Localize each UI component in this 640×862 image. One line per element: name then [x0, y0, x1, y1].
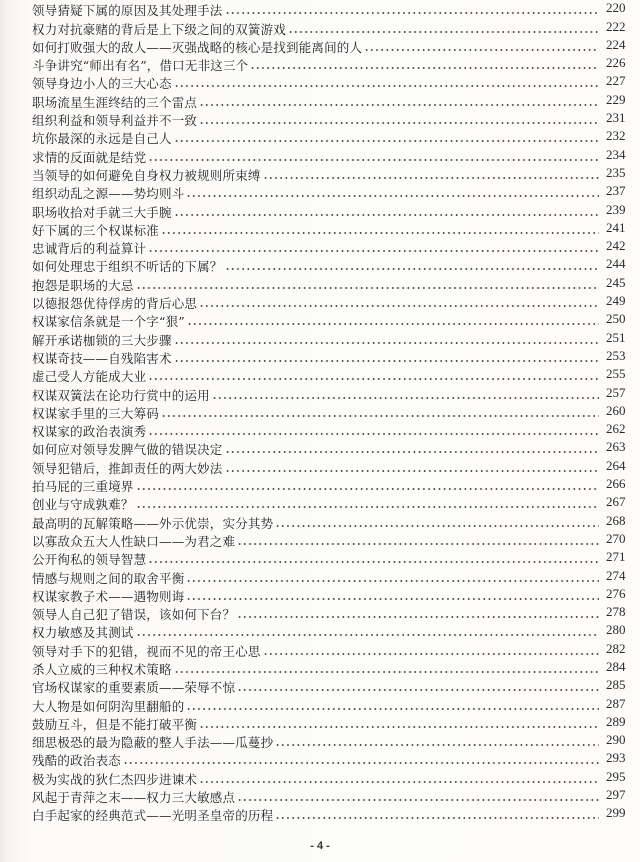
toc-entry-title: 权谋双簧法在论功行赏中的运用 — [32, 387, 210, 403]
dot-leader — [263, 646, 599, 656]
toc-entry-title: 白手起家的经典范式——光明圣皇帝的历程 — [32, 808, 274, 824]
toc-entry-title: 虚己受人方能成大业 — [32, 369, 147, 385]
toc-entry[interactable] — [32, 421, 632, 439]
toc-entry-title: 求情的反面就是结党 — [32, 149, 147, 165]
toc-entry[interactable] — [32, 732, 632, 750]
toc-entry-page-number: 253 — [606, 347, 626, 363]
toc-entry[interactable] — [32, 531, 632, 549]
dot-leader — [237, 792, 599, 802]
toc-entry[interactable] — [32, 549, 632, 567]
dot-leader — [199, 115, 599, 125]
dot-leader — [148, 152, 599, 162]
toc-entry-title: 权力对抗豪赌的背后是上下级之间的双簧游戏 — [32, 21, 287, 37]
toc-entry[interactable] — [32, 695, 632, 713]
toc-entry-title: 职场收拾对手就三大手腕 — [32, 204, 172, 220]
dot-leader — [225, 463, 599, 473]
dot-leader — [225, 5, 599, 15]
toc-entry-page-number: 282 — [606, 640, 626, 656]
toc-entry-page-number: 271 — [606, 549, 626, 565]
toc-entry-title: 鼓励互斗，但是不能打破平衡 — [32, 716, 198, 732]
toc-entry-page-number: 289 — [606, 713, 626, 729]
toc-entry-page-number: 293 — [606, 750, 626, 766]
toc-entry-page-number: 245 — [606, 274, 626, 290]
toc-entry-page-number: 267 — [606, 494, 626, 510]
toc-entry-title: 拍马屁的三重境界 — [32, 479, 134, 495]
dot-leader — [148, 554, 599, 564]
dot-leader — [364, 42, 599, 52]
toc-entry-title: 如何打败强大的敌人——灭强战略的核心是找到能离间的人 — [32, 39, 363, 55]
toc-entry-page-number: 242 — [606, 238, 626, 254]
toc-entry[interactable] — [32, 329, 632, 347]
toc-entry-page-number: 232 — [606, 128, 626, 144]
toc-entry-title: 权谋家手里的三大筹码 — [32, 405, 160, 421]
dot-leader — [187, 316, 599, 326]
toc-entry[interactable] — [32, 750, 632, 768]
toc-entry-title: 细思极恐的最为隐蔽的整人手法——瓜蔓抄 — [32, 735, 274, 751]
toc-entry-page-number: 290 — [606, 732, 626, 748]
toc-entry-title: 残酷的政治表态 — [32, 753, 121, 769]
toc-entry-page-number: 295 — [606, 768, 626, 784]
toc-entry-title: 以寡敌众五大人性缺口——为君之难 — [32, 533, 236, 549]
toc-entry-page-number: 241 — [606, 219, 626, 235]
toc-entry-page-number: 255 — [606, 366, 626, 382]
toc-entry-page-number: 250 — [606, 311, 626, 327]
toc-entry[interactable] — [32, 640, 632, 658]
toc-entry-title: 权谋奇技——自残陷害术 — [32, 350, 172, 366]
dot-leader — [199, 719, 599, 729]
toc-entry-title: 最高明的瓦解策略——外示优崇，实分其势 — [32, 515, 274, 531]
dot-leader — [199, 97, 599, 107]
dot-leader — [199, 774, 599, 784]
dot-leader — [225, 261, 599, 271]
dot-leader — [186, 701, 599, 711]
toc-entry-page-number: 239 — [606, 201, 626, 217]
toc-entry-title: 官场权谋家的重要素质——荣辱不惊 — [32, 680, 236, 696]
toc-entry-title: 极为实战的狄仁杰四步进谏术 — [32, 771, 198, 787]
toc-entry[interactable] — [32, 403, 632, 421]
toc-entry-page-number: 249 — [606, 293, 626, 309]
dot-leader — [288, 24, 599, 34]
dot-leader — [174, 133, 599, 143]
toc-entry-title: 领导人自己犯了错误，该如何下台？ — [32, 607, 236, 623]
dot-leader — [212, 390, 599, 400]
toc-entry-page-number: 266 — [606, 476, 626, 492]
toc-entry-page-number: 235 — [606, 164, 626, 180]
page-number: - 4 - — [310, 840, 330, 852]
toc-entry-title: 抱怨是职场的大忌 — [32, 277, 134, 293]
toc-entry-page-number: 270 — [606, 530, 626, 546]
toc-entry-page-number: 257 — [606, 384, 626, 400]
toc-entry-title: 如何处理忠于组织不听话的下属？ — [32, 259, 223, 275]
dot-leader — [174, 207, 599, 217]
toc-entry-page-number: 262 — [606, 421, 626, 437]
toc-entry-page-number: 251 — [606, 329, 626, 345]
toc-entry[interactable] — [32, 348, 632, 366]
toc-entry[interactable] — [32, 91, 632, 109]
dot-leader — [148, 371, 599, 381]
toc-entry[interactable] — [32, 110, 632, 128]
toc-entry[interactable] — [32, 604, 632, 622]
toc-entry-page-number: 280 — [606, 622, 626, 638]
toc-entry-title: 忠诚背后的利益算计 — [32, 241, 147, 257]
dot-leader — [161, 408, 599, 418]
toc-entry-title: 领导身边小人的三大心态 — [32, 76, 172, 92]
dot-leader — [199, 298, 599, 308]
toc-entry-title: 职场流星生涯终结的三个雷点 — [32, 94, 198, 110]
toc-entry-page-number: 268 — [606, 512, 626, 528]
toc-entry-page-number: 284 — [606, 658, 626, 674]
toc-entry-page-number: 227 — [606, 73, 626, 89]
toc-entry[interactable] — [32, 366, 632, 384]
toc-entry-page-number: 278 — [606, 604, 626, 620]
dot-leader — [275, 737, 599, 747]
dot-leader — [275, 810, 599, 820]
toc-entry[interactable] — [32, 274, 632, 292]
dot-leader — [186, 188, 599, 198]
toc-entry-page-number: 276 — [606, 585, 626, 601]
toc-entry-title: 情感与规则之间的取舍平衡 — [32, 570, 185, 586]
toc-entry-title: 权谋家的政治表演秀 — [32, 424, 147, 440]
toc-entry[interactable] — [32, 457, 632, 475]
toc-entry-title: 创业与守成孰难？ — [32, 497, 134, 513]
toc-entry[interactable] — [32, 768, 632, 786]
toc-entry-page-number: 234 — [606, 146, 626, 162]
toc-entry[interactable] — [32, 311, 632, 329]
toc-entry[interactable] — [32, 787, 632, 805]
toc-entry-page-number: 222 — [606, 18, 626, 34]
toc-entry-title: 领导猜疑下属的原因及其处理手法 — [32, 3, 223, 19]
dot-leader — [186, 591, 599, 601]
toc-entry-page-number: 229 — [606, 91, 626, 107]
toc-entry[interactable] — [32, 586, 632, 604]
toc-entry[interactable] — [32, 238, 632, 256]
toc-entry-title: 组织利益和领导利益并不一致 — [32, 113, 198, 129]
toc-entry-page-number: 299 — [606, 805, 626, 821]
toc-entry[interactable] — [32, 37, 632, 55]
toc-entry-title: 公开徇私的领导智慧 — [32, 552, 147, 568]
dot-leader — [237, 609, 599, 619]
toc-entry-page-number: 287 — [606, 695, 626, 711]
toc-entry[interactable] — [32, 220, 632, 238]
toc-entry-page-number: 224 — [606, 36, 626, 52]
dot-leader — [161, 225, 599, 235]
toc-entry[interactable] — [32, 18, 632, 36]
toc-entry-title: 斗争讲究“师出有名”，借口无非这三个 — [32, 58, 249, 74]
toc-entry-page-number: 264 — [606, 457, 626, 473]
toc-entry[interactable] — [32, 512, 632, 530]
toc-entry-page-number: 244 — [606, 256, 626, 272]
toc-entry-page-number: 226 — [606, 55, 626, 71]
toc-entry-title: 杀人立威的三种权术策略 — [32, 661, 172, 677]
toc-entry[interactable] — [32, 256, 632, 274]
toc-entry-title: 风起于青萍之末——权力三大敏感点 — [32, 790, 236, 806]
dot-leader — [174, 335, 599, 345]
toc-entry[interactable] — [32, 439, 632, 457]
toc-entry-title: 领导对手下的犯错，视而不见的帝王心思 — [32, 643, 261, 659]
toc-entry[interactable] — [32, 128, 632, 146]
toc-entry-title: 当领导的如何避免自身权力被规则所束缚 — [32, 167, 261, 183]
toc-entry-page-number: 237 — [606, 183, 626, 199]
toc-entry-title: 权谋家教子术——遇物则诲 — [32, 588, 185, 604]
dot-leader — [237, 682, 599, 692]
toc-entry[interactable] — [32, 622, 632, 640]
dot-leader — [275, 518, 599, 528]
toc-entry-page-number: 297 — [606, 787, 626, 803]
toc-entry[interactable] — [32, 805, 632, 823]
toc-entry-title: 领导犯错后，推卸责任的两大妙法 — [32, 460, 223, 476]
toc-entry-page-number: 285 — [606, 677, 626, 693]
toc-entry[interactable] — [32, 677, 632, 695]
toc-entry[interactable] — [32, 165, 632, 183]
toc-entry[interactable] — [32, 494, 632, 512]
toc-entry-title: 权谋家信条就是一个字“狠” — [32, 314, 185, 330]
dot-leader — [263, 170, 599, 180]
toc-entry-page-number: 263 — [606, 439, 626, 455]
dot-leader — [225, 444, 599, 454]
dot-leader — [123, 755, 599, 765]
toc-entry[interactable] — [32, 55, 632, 73]
toc-entry[interactable] — [32, 714, 632, 732]
toc-entry-title: 权力敏感及其测试 — [32, 625, 134, 641]
toc-entry[interactable] — [32, 293, 632, 311]
dot-leader — [136, 499, 599, 509]
toc-entry[interactable] — [32, 0, 632, 18]
table-of-contents — [32, 0, 632, 823]
toc-entry[interactable] — [32, 201, 632, 219]
toc-entry[interactable] — [32, 476, 632, 494]
dot-leader — [174, 664, 599, 674]
toc-entry[interactable] — [32, 567, 632, 585]
dot-leader — [250, 60, 599, 70]
toc-entry-title: 坑你最深的永远是自己人 — [32, 131, 172, 147]
dot-leader — [186, 573, 599, 583]
toc-entry-title: 解开承诺枷锁的三大步骤 — [32, 332, 172, 348]
dot-leader — [174, 78, 599, 88]
toc-entry-title: 组织动乱之源——势均则斗 — [32, 186, 185, 202]
toc-entry-page-number: 220 — [606, 0, 626, 16]
toc-entry[interactable] — [32, 73, 632, 91]
dot-leader — [136, 481, 599, 491]
toc-entry[interactable] — [32, 659, 632, 677]
dot-leader — [148, 426, 599, 436]
toc-entry-title: 大人物是如何阴沟里翻船的 — [32, 698, 185, 714]
dot-leader — [237, 536, 599, 546]
toc-entry[interactable] — [32, 384, 632, 402]
toc-entry-page-number: 231 — [606, 110, 626, 126]
toc-entry-page-number: 274 — [606, 567, 626, 583]
dot-leader — [174, 353, 599, 363]
toc-entry-title: 如何应对领导发脾气做的错误决定 — [32, 442, 223, 458]
toc-entry-title: 以德报怨优待俘虏的背后心思 — [32, 296, 198, 312]
dot-leader — [136, 627, 599, 637]
toc-entry[interactable] — [32, 146, 632, 164]
toc-entry[interactable] — [32, 183, 632, 201]
toc-entry-page-number: 260 — [606, 402, 626, 418]
toc-entry-title: 好下属的三个权谋标准 — [32, 222, 160, 238]
dot-leader — [136, 280, 599, 290]
dot-leader — [148, 243, 599, 253]
